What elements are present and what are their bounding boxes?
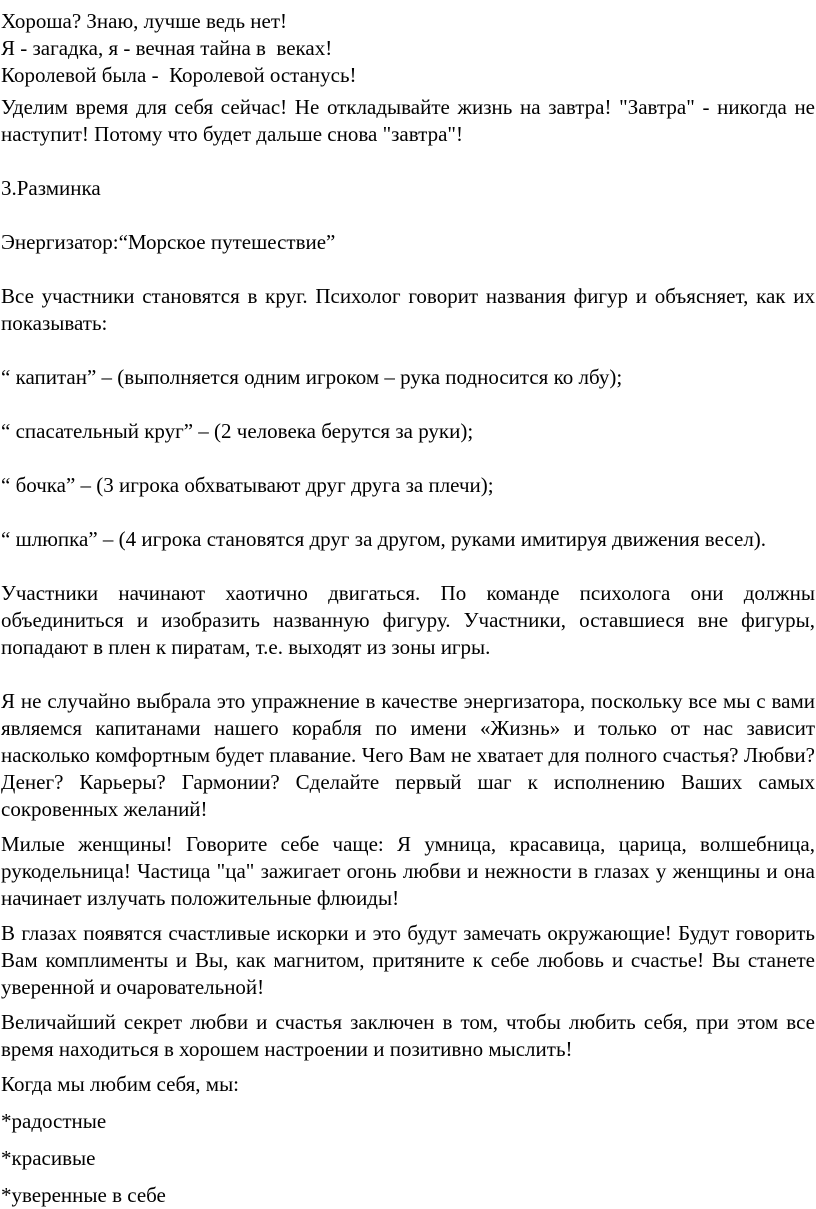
poem [1, 8, 815, 89]
poem-line: Королевой была - Королевой останусь! [1, 63, 357, 87]
figure-lifebuoy: “ спасательный круг” – (2 человека берутся за руки); [1, 419, 474, 443]
paragraph-rules: Участники начинают хаотично двигаться. По команде психолога они должны объединиться и изобразить названную фигуру. Участники, оставшиеся вне фигуры, попадают в плен к пиратам, т.е. выходят из зоны игры. [1, 581, 815, 659]
figure-boat: “ шлюпка” – (4 игрока становятся друг за другом, руками имитируя движения весел). [1, 527, 767, 551]
energizer-title: Энергизатор:“Морское путешествие” [1, 230, 336, 254]
figure-captain: “ капитан” – (выполняется одним игроком – рука подносится ко лбу); [1, 365, 623, 389]
list-item: *радостные [1, 1109, 107, 1133]
section-heading: 3.Разминка [1, 176, 101, 200]
list-item: *уверенные в себе [1, 1183, 166, 1207]
poem-line: Хороша? Знаю, лучше ведь нет! [1, 9, 288, 33]
paragraph-women: Милые женщины! Говорите себе чаще: Я умница, красавица, царица, волшебница, рукодельница! Частица "ца" зажигает огонь любви и нежности в глазах у женщины и она начинает излучать положительные флюиды! [1, 832, 815, 910]
figure-barrel: “ бочка” – (3 игрока обхватывают друг друга за плечи); [1, 473, 494, 497]
paragraph-reason: Я не случайно выбрала это упражнение в качестве энергизатора, поскольку все мы с вами являемся капитанами нашего корабля по имени «Жизнь» и только от нас зависит насколько комфортным будет плавание. Чего Вам не хватает для полного счастья? Любви? Денег? Карьеры? Гармонии? Сделайте первый шаг к исполнению Ваших самых сокровенных желаний! [1, 689, 815, 821]
paragraph-eyes: В глазах появятся счастливые искорки и это будут замечать окружающие! Будут говорить Вам комплименты и Вы, как магнитом, притяните к себе любовь и счастье! Вы станете уверенной и очаровательной! [1, 921, 815, 999]
list-item: *красивые [1, 1146, 96, 1170]
paragraph-when: Когда мы любим себя, мы: [1, 1072, 240, 1096]
poem-line: Я - загадка, я - вечная тайна в веках! [1, 36, 333, 60]
paragraph-time: Уделим время для себя сейчас! Не откладывайте жизнь на завтра! "Завтра" - никогда не наступит! Потому что будет дальше снова "завтра"! [1, 95, 815, 146]
paragraph-secret: Величайший секрет любви и счастья заключен в том, чтобы любить себя, при этом все время находиться в хорошем настроении и позитивно мыслить! [1, 1010, 815, 1061]
paragraph-circle: Все участники становятся в круг. Психолог говорит названия фигур и объясняет, как их показывать: [1, 284, 815, 335]
